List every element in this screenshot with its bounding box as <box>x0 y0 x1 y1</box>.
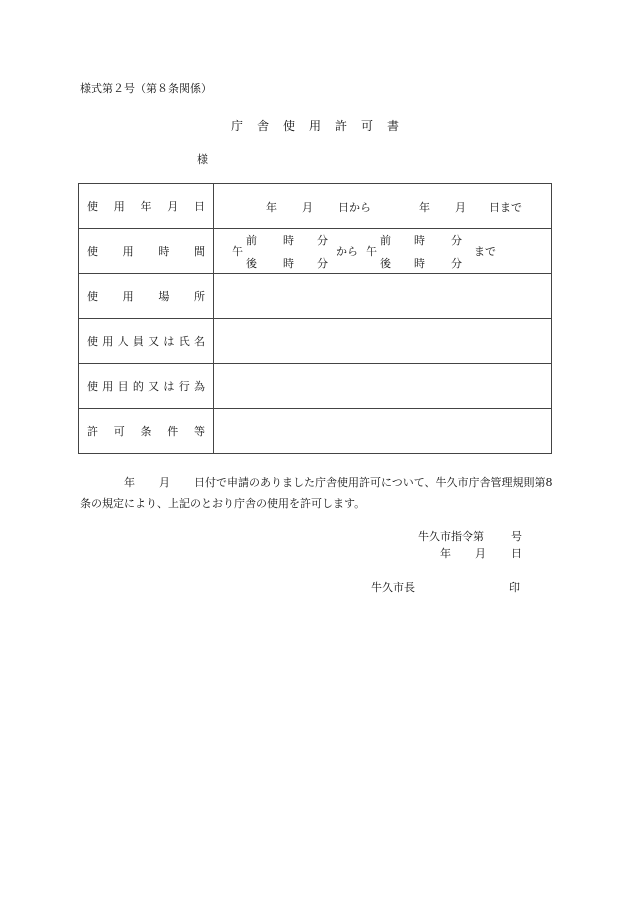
usage-time-label: 使 用 時 間 <box>79 229 214 274</box>
permit-statement <box>80 472 556 514</box>
usage-location-field[interactable] <box>214 274 552 319</box>
permit-table <box>78 183 552 454</box>
issue-date-year: 年 <box>440 547 451 560</box>
statement-year: 年 <box>124 476 135 489</box>
permit-conditions-field[interactable] <box>214 409 552 454</box>
statement-month: 月 <box>159 476 170 489</box>
directive-label: 牛久市指令第 <box>418 530 484 543</box>
issue-date-month: 月 <box>475 547 486 560</box>
statement-text: 日付で申請のありました庁舎使用許可について、牛久市庁舎管理規則第8条の規定により、上記のとおり庁舎の使用を許可します。 <box>80 476 553 510</box>
table-row <box>79 184 552 229</box>
permit-conditions-label: 許 可 条 件 等 <box>79 409 214 454</box>
table-row <box>79 319 552 364</box>
usage-location-label: 使 用 場 所 <box>79 274 214 319</box>
user-count-or-name-field[interactable] <box>214 319 552 364</box>
document-title: 庁舎使用許可書 <box>230 119 413 133</box>
user-count-or-name-label: 使 用 人 員 又 は 氏 名 <box>79 319 214 364</box>
usage-date-field[interactable]: 年 月 日から 年 月 日まで <box>214 184 552 229</box>
usage-time-field[interactable]: 前 時 分 午 後 時 分 から 午 前 時 分 後 時 分 まで <box>214 229 552 274</box>
directive-number-suffix: 号 <box>511 530 522 543</box>
purpose-or-activity-label: 使 用 目 的 又 は 行 為 <box>79 364 214 409</box>
issue-date-day: 日 <box>511 547 522 560</box>
seal-mark: 印 <box>509 581 520 594</box>
usage-date-label: 使 用 年 月 日 <box>79 184 214 229</box>
table-row <box>79 274 552 319</box>
directive-number <box>418 528 484 544</box>
form-number: 様式第２号（第８条関係） <box>80 82 212 95</box>
table-row <box>79 409 552 454</box>
mayor-title: 牛久市長 <box>371 581 415 594</box>
addressee-suffix: 様 <box>197 153 208 166</box>
table-row <box>79 364 552 409</box>
purpose-or-activity-field[interactable] <box>214 364 552 409</box>
table-row <box>79 229 552 274</box>
